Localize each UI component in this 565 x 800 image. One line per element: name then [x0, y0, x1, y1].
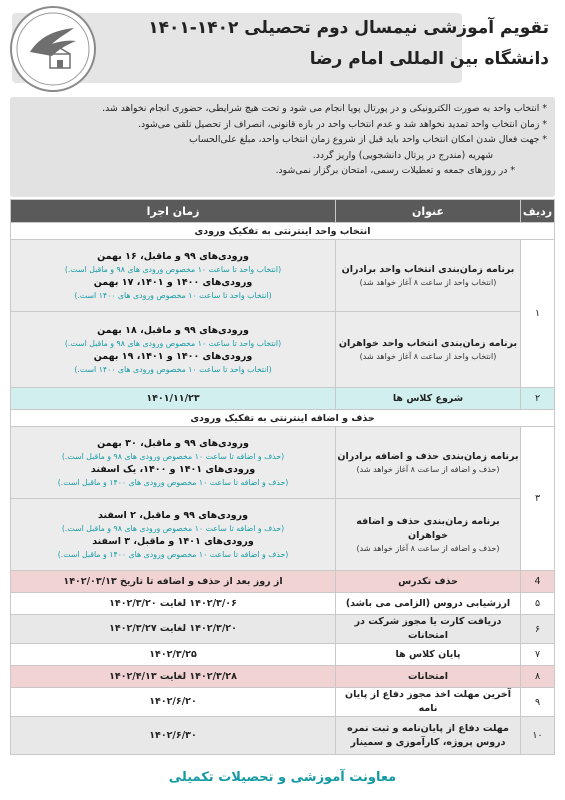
section-title-unit-selection: انتخاب واحد اینترنتی به تفکیک ورودی [11, 223, 555, 240]
row-title-main: برنامه زمان‌بندی انتخاب واحد خواهران [338, 337, 518, 349]
table-row [11, 499, 555, 571]
row-number: ۹ [521, 688, 555, 717]
row-time: ۱۴۰۲/۶/۲۰ [11, 688, 336, 717]
notes-box [10, 97, 555, 197]
row-number: ۶ [521, 615, 555, 644]
time-note: (انتخاب واحد تا ساعت ۱۰ مخصوص ورودی های ۱۴۰۰ است.) [74, 364, 272, 374]
page-title: تقویم آموزشی نیمسال دوم تحصیلی ۱۴۰۲-۱۴۰۱ [148, 18, 549, 38]
header-title: عنوان [336, 200, 521, 223]
row-time [11, 499, 336, 571]
note-line: * در روزهای جمعه و تعطیلات رسمی، امتحان برگزار نمی‌شود. [275, 165, 515, 177]
row-title-main: برنامه زمان‌بندی انتخاب واحد برادران [341, 263, 515, 275]
header [0, 0, 565, 92]
table-row [11, 717, 555, 755]
table-header-row [11, 200, 555, 223]
time-line: ورودی‌های ۱۴۰۱ و ۱۴۰۰، یک اسفند [90, 463, 256, 475]
row-title: شروع کلاس ها [336, 388, 521, 410]
time-note: (حذف و اضافه تا ساعت ۱۰ مخصوص ورودی های ۱۴۰۰ و ماقبل است.) [57, 477, 289, 487]
table-row [11, 593, 555, 615]
time-line: ورودی‌های ۱۴۰۰ و ۱۴۰۱، ۱۷ بهمن [93, 276, 253, 288]
row-number: 4 [521, 571, 555, 593]
row-title-note: (حذف و اضافه از ساعت ۸ آغاز خواهد شد) [356, 543, 500, 553]
section-row [11, 410, 555, 427]
footer-department: معاونت آموزشی و تحصیلات تکمیلی [168, 770, 397, 785]
table-row [11, 644, 555, 666]
section-row [11, 223, 555, 240]
time-note: (انتخاب واحد تا ساعت ۱۰ مخصوص ورودی های ۹۸ و ماقبل است.) [64, 338, 282, 348]
row-title-main: برنامه زمان‌بندی حذف و اضافه خواهران [356, 515, 500, 541]
row-title-note: (حذف و اضافه از ساعت ۸ آغاز خواهد شد) [356, 464, 500, 474]
row-number: ۱ [521, 240, 555, 388]
time-line: ورودی‌های ۹۹ و ماقبل، ۱۸ بهمن [97, 324, 249, 336]
row-title-note: (انتخاب واحد از ساعت ۸ آغاز خواهد شد) [359, 277, 497, 287]
table-row [11, 666, 555, 688]
table-row [11, 388, 555, 410]
row-number: ۷ [521, 644, 555, 666]
table-row [11, 688, 555, 717]
university-logo-icon [10, 6, 96, 92]
row-time: ۱۴۰۲/۶/۳۰ [11, 717, 336, 755]
row-title: آخرین مهلت اخذ مجوز دفاع از پایان نامه [336, 688, 521, 717]
row-title-main: برنامه زمان‌بندی حذف و اضافه برادران [337, 450, 519, 462]
schedule-table [10, 199, 555, 755]
row-number: ۸ [521, 666, 555, 688]
table-row [11, 571, 555, 593]
time-note: (حذف و اضافه تا ساعت ۱۰ مخصوص ورودی های ۹۸ و ماقبل است.) [61, 451, 285, 461]
row-title: دریافت کارت یا مجوز شرکت در امتحانات [336, 615, 521, 644]
row-time: ۱۴۰۱/۱۱/۲۳ [11, 388, 336, 410]
time-line: ورودی‌های ۹۹ و ماقبل، ۱۶ بهمن [97, 250, 249, 262]
time-note: (انتخاب واحد تا ساعت ۱۰ مخصوص ورودی های ۱۴۰۰ است.) [74, 290, 272, 300]
row-title: مهلت دفاع از پایان‌نامه و ثبت نمره دروس پروژه، کارآموزی و سمینار [336, 717, 521, 755]
time-note: (حذف و اضافه تا ساعت ۱۰ مخصوص ورودی های ۱۴۰۰ و ماقبل است.) [57, 549, 289, 559]
table-row [11, 312, 555, 388]
row-title: حذف تکدرس [336, 571, 521, 593]
table-row [11, 240, 555, 312]
row-title: ارزشیابی دروس (الزامی می باشد) [336, 593, 521, 615]
row-time: ۱۴۰۲/۳/۲۸ لغایت ۱۴۰۲/۴/۱۳ [11, 666, 336, 688]
note-line: * جهت فعال شدن امکان انتخاب واحد باید قبل از شروع زمان انتخاب واحد، مبلغ علی‌الحساب [189, 134, 547, 146]
time-line: ورودی‌های ۹۹ و ماقبل، ۳۰ بهمن [97, 437, 249, 449]
table-row [11, 615, 555, 644]
row-time: ۱۴۰۲/۳/۰۶ لغایت ۱۴۰۲/۳/۲۰ [11, 593, 336, 615]
row-title: امتحانات [336, 666, 521, 688]
section-title-add-drop: حذف و اضافه اینترنتی به تفکیک ورودی [11, 410, 555, 427]
time-line: ورودی‌های ۱۴۰۰ و ۱۴۰۱، ۱۹ بهمن [93, 350, 253, 362]
time-note: (حذف و اضافه تا ساعت ۱۰ مخصوص ورودی های ۹۸ و ماقبل است.) [61, 523, 285, 533]
note-line: * انتخاب واحد به صورت الکترونیکی و در پورتال پویا انجام می شود و تحت هیچ شرایطی، حضوری انجام نخواهد شد. [102, 103, 547, 114]
note-line: * زمان انتخاب واحد تمدید نخواهد شد و عدم انتخاب واحد در بازه قانونی، انصراف از تحصیل تلقی می‌شود. [137, 118, 547, 130]
header-time: زمان اجرا [11, 200, 336, 223]
row-time: ۱۴۰۲/۳/۲۰ لغایت ۱۴۰۲/۳/۲۷ [11, 615, 336, 644]
row-time [11, 427, 336, 499]
table-row [11, 427, 555, 499]
time-line: ورودی‌های ۹۹ و ماقبل، ۲ اسفند [97, 509, 249, 521]
header-radif: ردیف [521, 200, 555, 223]
university-name: دانشگاه بین المللی امام رضا [309, 49, 549, 69]
row-time [11, 312, 336, 388]
time-note: (انتخاب واحد تا ساعت ۱۰ مخصوص ورودی های ۹۸ و ماقبل است.) [64, 264, 282, 274]
row-number: ۵ [521, 593, 555, 615]
row-title [336, 312, 521, 388]
time-line: ورودی‌های ۱۴۰۱ و ماقبل، ۳ اسفند [92, 535, 254, 547]
row-title [336, 427, 521, 499]
row-time: ۱۴۰۲/۳/۲۵ [11, 644, 336, 666]
row-time: از روز بعد از حذف و اضافه تا تاریخ ۱۴۰۲/۰۳/۱۳ [11, 571, 336, 593]
row-title [336, 240, 521, 312]
row-number: ۳ [521, 427, 555, 571]
note-line: شهریه (مندرج در پرتال دانشجویی) واریز گردد. [312, 149, 493, 161]
row-time [11, 240, 336, 312]
row-number: ۱۰ [521, 717, 555, 755]
row-title [336, 499, 521, 571]
row-title: پایان کلاس ها [336, 644, 521, 666]
row-number: ۲ [521, 388, 555, 410]
row-title-note: (انتخاب واحد از ساعت ۸ آغاز خواهد شد) [359, 351, 497, 361]
